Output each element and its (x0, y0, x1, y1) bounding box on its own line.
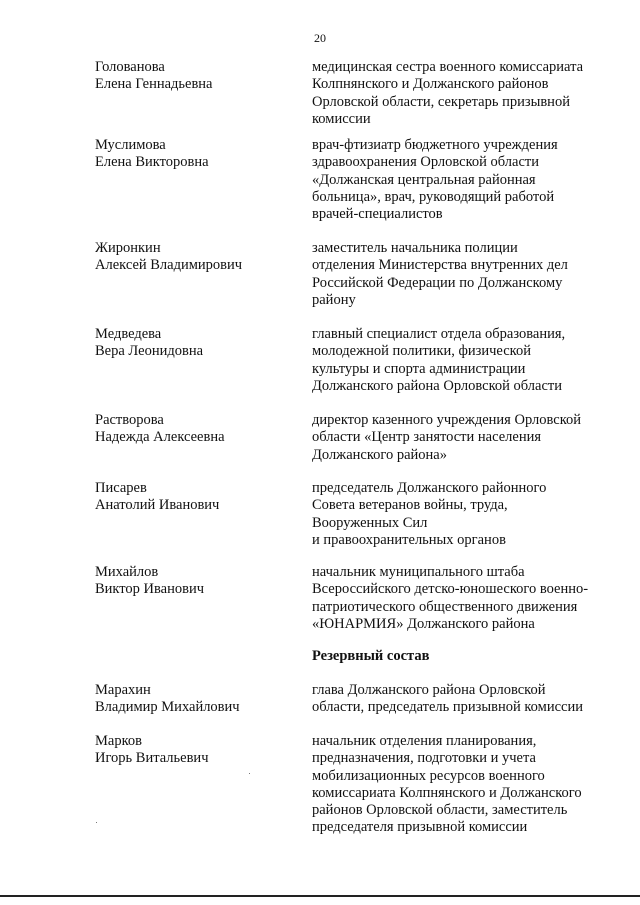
role-line: предназначения, подготовки и учета (312, 750, 536, 767)
role-line: патриотического общественного движения (312, 598, 578, 615)
scan-speck (96, 822, 97, 823)
role-line: области, председатель призывной комиссии (312, 699, 583, 716)
given-names: Игорь Витальевич (95, 750, 209, 766)
role-line: директор казенного учреждения Орловской (312, 412, 582, 428)
member-role (312, 412, 612, 464)
surname: Жиронкин (95, 240, 161, 256)
member-name (95, 480, 295, 514)
role-line: и правоохранительных органов (312, 531, 506, 548)
role-line: комиссариата Колпнянского и Должанского (312, 784, 582, 801)
surname: Медведева (95, 326, 162, 342)
member-role (312, 137, 612, 223)
given-names: Владимир Михайлович (95, 699, 240, 715)
member-role (312, 682, 612, 717)
surname: Марахин (95, 682, 151, 698)
given-names: Елена Викторовна (95, 154, 209, 170)
role-line: мобилизационных ресурсов военного (312, 767, 545, 784)
member-name (95, 412, 295, 446)
role-line: районов Орловской области, заместитель (312, 802, 568, 819)
role-line: Должанского района Орловской области (312, 377, 562, 394)
reserve-heading: Резервный состав (312, 648, 430, 664)
role-line: молодежной политики, физической (312, 343, 531, 360)
role-line: заместитель начальника полиции (312, 240, 518, 256)
role-line: главный специалист отдела образования, (312, 326, 566, 342)
role-line: «ЮНАРМИЯ» Должанского района (312, 615, 535, 632)
role-line: Всероссийского детско-юношеского военно- (312, 581, 589, 598)
role-line: Должанского района» (312, 446, 447, 463)
scan-speck (249, 773, 250, 774)
surname: Растворова (95, 412, 164, 428)
role-line: Российской Федерации по Должанскому (312, 274, 563, 291)
role-line: области «Центр занятости населения (312, 429, 542, 446)
role-line: Колпнянского и Должанского районов (312, 76, 549, 93)
role-line: отделения Министерства внутренних дел (312, 257, 568, 274)
role-line: медицинская сестра военного комиссариата (312, 59, 584, 75)
member-name (95, 326, 295, 360)
page-bottom-edge (0, 895, 640, 897)
role-line: врачей-специалистов (312, 206, 443, 223)
given-names: Елена Геннадьевна (95, 76, 213, 92)
given-names: Виктор Иванович (95, 581, 205, 597)
role-line: председателя призывной комиссии (312, 819, 528, 836)
role-line: Орловской области, секретарь призывной (312, 93, 570, 110)
member-role (312, 564, 612, 633)
page-number: 20 (314, 31, 326, 45)
role-line: здравоохранения Орловской области (312, 154, 539, 171)
surname: Писарев (95, 480, 147, 496)
role-line: Совета ветеранов войны, труда, (312, 497, 508, 514)
surname: Марков (95, 733, 142, 749)
role-line: глава Должанского района Орловской (312, 682, 546, 698)
given-names: Анатолий Иванович (95, 497, 220, 513)
member-role (312, 480, 612, 549)
role-line: начальник отделения планирования, (312, 733, 537, 749)
role-line: больница», врач, руководящий работой (312, 188, 555, 205)
surname: Голованова (95, 59, 165, 75)
role-line: «Должанская центральная районная (312, 171, 536, 188)
member-role (312, 59, 612, 128)
member-name (95, 59, 295, 93)
role-line: комиссии (312, 110, 371, 127)
role-line: врач-фтизиатр бюджетного учреждения (312, 137, 558, 153)
surname: Муслимова (95, 137, 166, 153)
member-name (95, 240, 295, 274)
role-line: культуры и спорта администрации (312, 360, 526, 377)
member-role (312, 733, 612, 837)
member-name (95, 682, 295, 716)
member-role (312, 326, 612, 395)
given-names: Надежда Алексеевна (95, 429, 225, 445)
surname: Михайлов (95, 564, 159, 580)
member-role (312, 240, 612, 309)
given-names: Вера Леонидовна (95, 343, 204, 359)
member-name (95, 564, 295, 598)
role-line: председатель Должанского районного (312, 480, 547, 496)
role-line: начальник муниципального штаба (312, 564, 525, 580)
role-line: району (312, 291, 356, 308)
member-name (95, 137, 295, 171)
given-names: Алексей Владимирович (95, 257, 243, 273)
role-line: Вооруженных Сил (312, 514, 428, 531)
member-name (95, 733, 295, 767)
